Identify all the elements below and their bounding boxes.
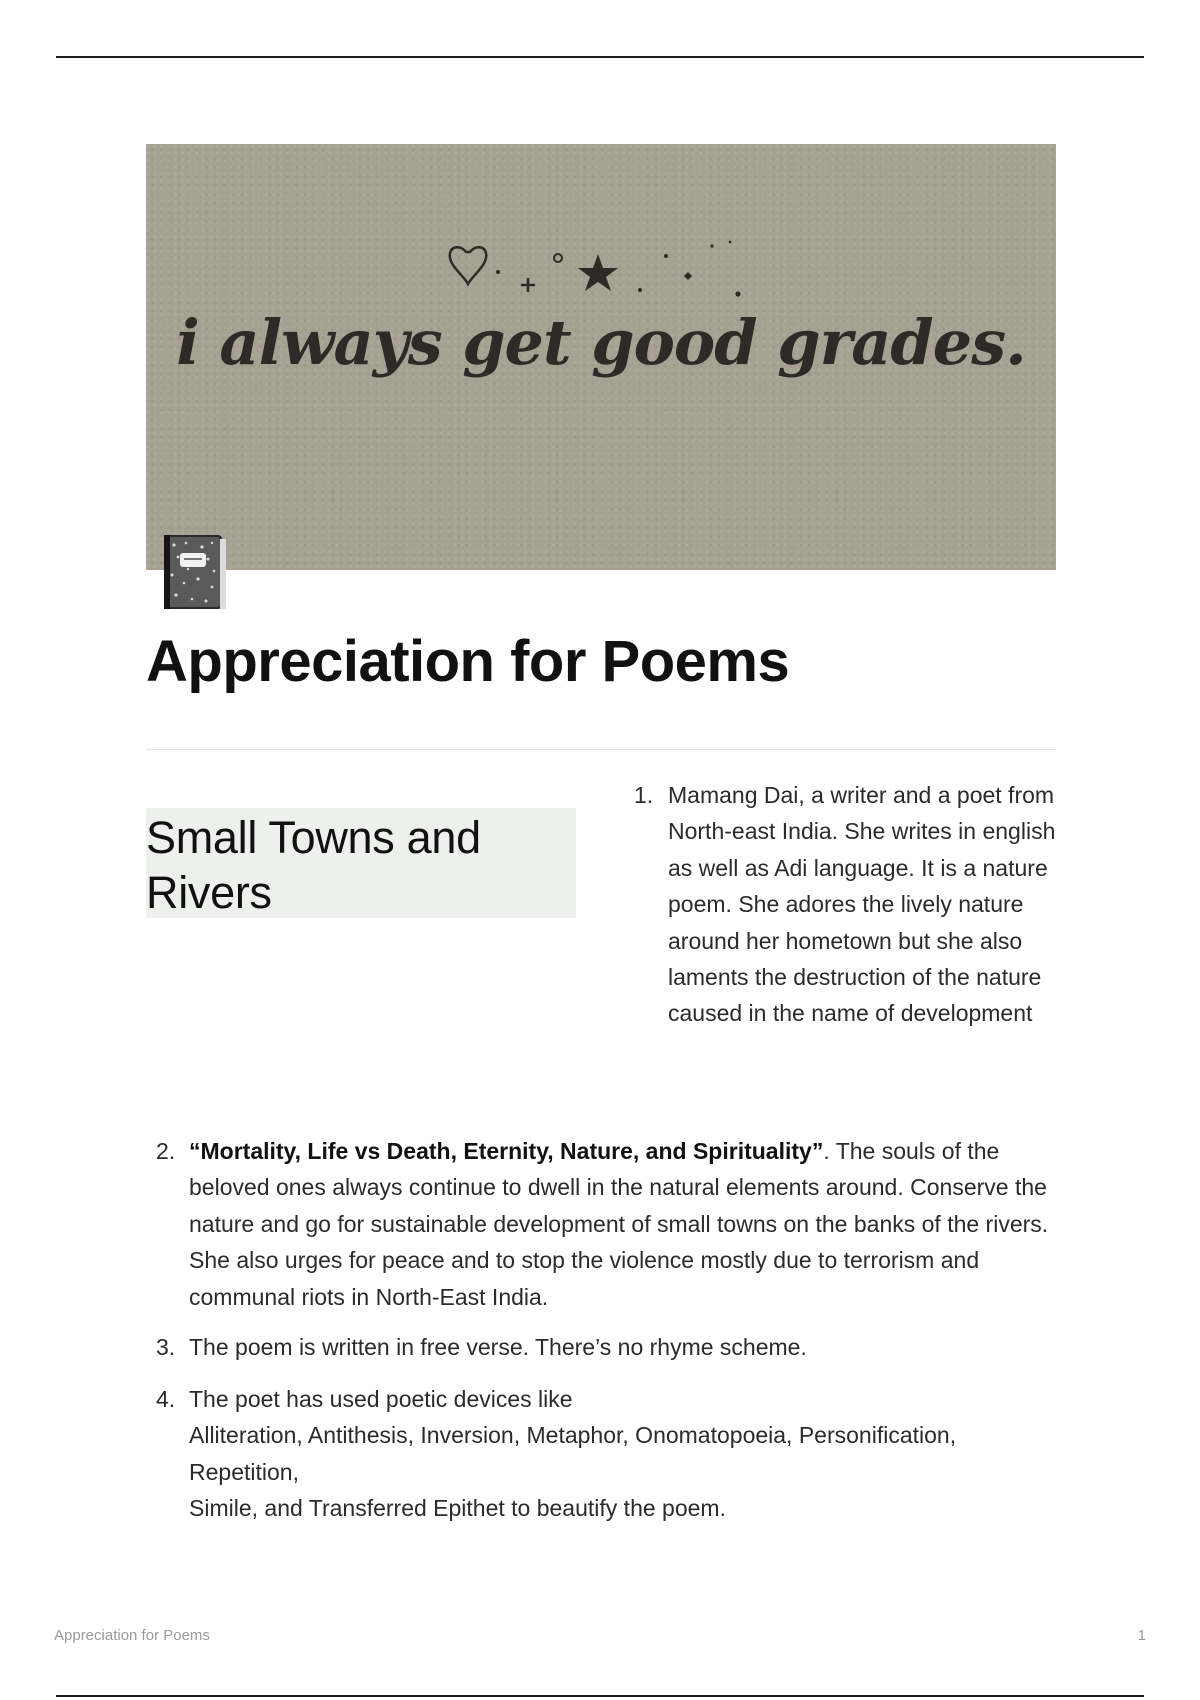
list-item-text: [189, 1381, 1069, 1527]
top-rule: [56, 56, 1144, 58]
list-item-text-rest: . The souls of the beloved ones always continue to dwell in the natural elements around. Conserve the nature and go for sustainable development of small towns on the banks of the rivers. She also urges for peace and to stop the violence mostly due to terrorism and communal riots in North-East India.: [189, 1138, 1049, 1310]
list-item-text: The poem is written in free verse. There’s no rhyme scheme.: [189, 1334, 807, 1360]
list-item-line: Alliteration, Antithesis, Inversion, Metaphor, Onomatopoeia, Personification, Repetition,: [189, 1422, 957, 1485]
footer-title: Appreciation for Poems: [54, 1627, 210, 1644]
list-number: 4.: [156, 1386, 176, 1412]
section-heading-block: [146, 808, 576, 918]
list-item-line: The poet has used poetic devices like: [189, 1386, 573, 1412]
page-title: Appreciation for Poems: [146, 629, 790, 694]
cover-caption: i always get good grades.: [176, 306, 1026, 379]
section-heading: Small Towns and Rivers: [146, 812, 481, 918]
list-number: 1.: [634, 782, 654, 808]
list-item-text: Mamang Dai, a writer and a poet from North-east India. She writes in english as well as Adi language. It is a nature poem. She adores the lively nature around her hometown but she also laments the destruction of the nature caused in the name of development: [668, 782, 1056, 1027]
list-item-text: [189, 1133, 1069, 1315]
cover-image: [146, 144, 1056, 570]
list-number: 2.: [156, 1138, 176, 1164]
page-number: 1: [1137, 1627, 1146, 1644]
divider: [146, 749, 1056, 750]
list-number: 3.: [156, 1334, 176, 1360]
list-item-line: Simile, and Transferred Epithet to beautify the poem.: [189, 1495, 726, 1522]
notebook-icon: [158, 531, 230, 615]
bottom-rule: [56, 1695, 1144, 1697]
list-item-bold-text: “Mortality, Life vs Death, Eternity, Nature, and Spirituality”: [189, 1138, 824, 1164]
